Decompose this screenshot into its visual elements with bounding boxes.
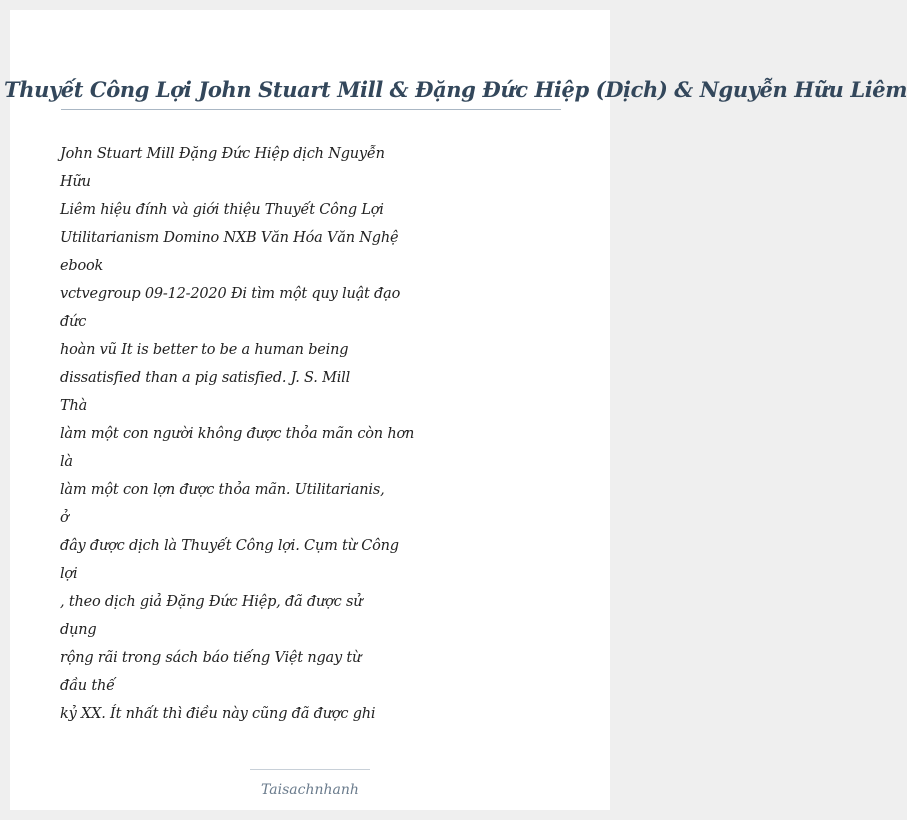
text-line: đầu thế (60, 678, 115, 694)
title-row (4, 76, 907, 104)
text-line: Hữu (60, 174, 91, 190)
text-line: dissatisfied than a pig satisfied. J. S. Mill (60, 370, 351, 386)
text-line: làm một con người không được thỏa mãn còn hơn (60, 426, 415, 442)
text-line: Thà (60, 398, 88, 414)
text-line: đức (60, 314, 87, 330)
footer-divider (250, 769, 370, 770)
text-line: vctvegroup 09-12-2020 Đi tìm một quy luật đạo (60, 286, 401, 302)
text-line: đây được dịch là Thuyết Công lợi. Cụm từ Công (60, 538, 399, 554)
text-line: , theo dịch giả Đặng Đức Hiệp, đã được sử (60, 594, 363, 610)
body-text (60, 140, 415, 728)
text-line: là (60, 454, 73, 470)
text-line: làm một con lợn được thỏa mãn. Utilitarianis, (60, 482, 385, 498)
reader-page (4, 10, 907, 810)
text-line: ở (60, 510, 69, 526)
text-line: kỷ XX. Ít nhất thì điều này cũng đã được ghi (60, 706, 376, 722)
title-divider (61, 109, 561, 110)
text-line: Liêm hiệu đính và giới thiệu Thuyết Công Lợi (60, 202, 384, 218)
text-line: Utilitarianism Domino NXB Văn Hóa Văn Nghệ (60, 230, 399, 246)
book-title: Thuyết Công Lợi John Stuart Mill & Đặng Đức Hiệp (Dịch) & Nguyễn Hữu Liêm (4, 77, 907, 102)
text-line: hoàn vũ It is better to be a human being (60, 342, 349, 358)
footer-site-name: Taisachnhanh (261, 782, 359, 798)
text-line: lợi (60, 566, 78, 582)
text-line: rộng rãi trong sách báo tiếng Việt ngay từ (60, 650, 362, 666)
text-line: John Stuart Mill Đặng Đức Hiệp dịch Nguyễn (60, 146, 385, 162)
text-line: dụng (60, 622, 97, 638)
text-line: ebook (60, 258, 104, 274)
